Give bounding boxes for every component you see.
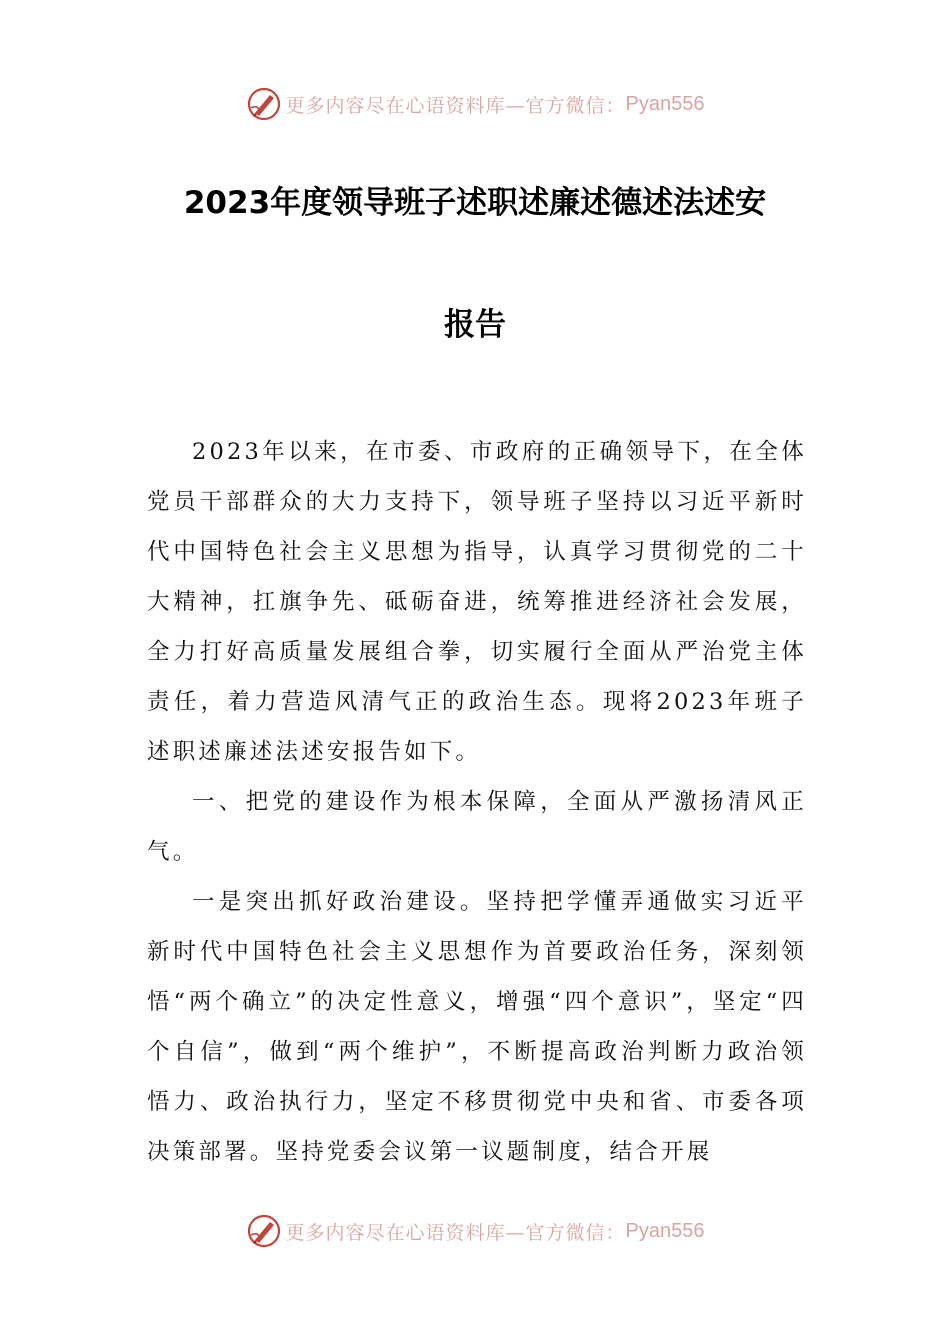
pen-logo-icon [246,86,282,122]
wechat-id: Pyan556 [625,1219,705,1242]
banner-text: 更多内容尽在心语资料库—官方微信： [285,1221,626,1244]
document-title-continued: 报告 [444,307,506,343]
footer-banner [0,1211,950,1251]
pen-logo-icon [246,1213,282,1249]
paragraph-political-building: 一是突出抓好政治建设。坚持把学懂弄通做实习近平新时代中国特色社会主义思想作为首要政治任务，深刻领悟“两个确立”的决定性意义，增强“四个意识”，坚定“四个自信”，做到“两个维护”，不断提高政治判断力政治领悟力、政治执行力，坚定不移贯彻党中央和省、市委各项决策部署。坚持党委会议第一议题制度，结合开展 [147,889,807,1165]
header-banner [0,84,950,124]
document-title: 2023年度领导班子述职述廉述德述法述安 [183,185,767,221]
banner-text: 更多内容尽在心语资料库—官方微信： [285,94,626,117]
section-heading: 一、把党的建设作为根本保障，全面从严激扬清风正气。 [147,789,807,865]
document-body [147,427,807,1177]
wechat-id: Pyan556 [625,92,705,115]
paragraph-intro: 2023年以来，在市委、市政府的正确领导下，在全体党员干部群众的大力支持下，领导班子坚持以习近平新时代中国特色社会主义思想为指导，认真学习贯彻党的二十大精神，扛旗争先、砥砺奋进，统筹推进经济社会发展，全力打好高质量发展组合拳，切实履行全面从严治党主体责任，着力营造风清气正的政治生态。现将2023年班子述职述廉述法述安报告如下。 [147,439,807,765]
